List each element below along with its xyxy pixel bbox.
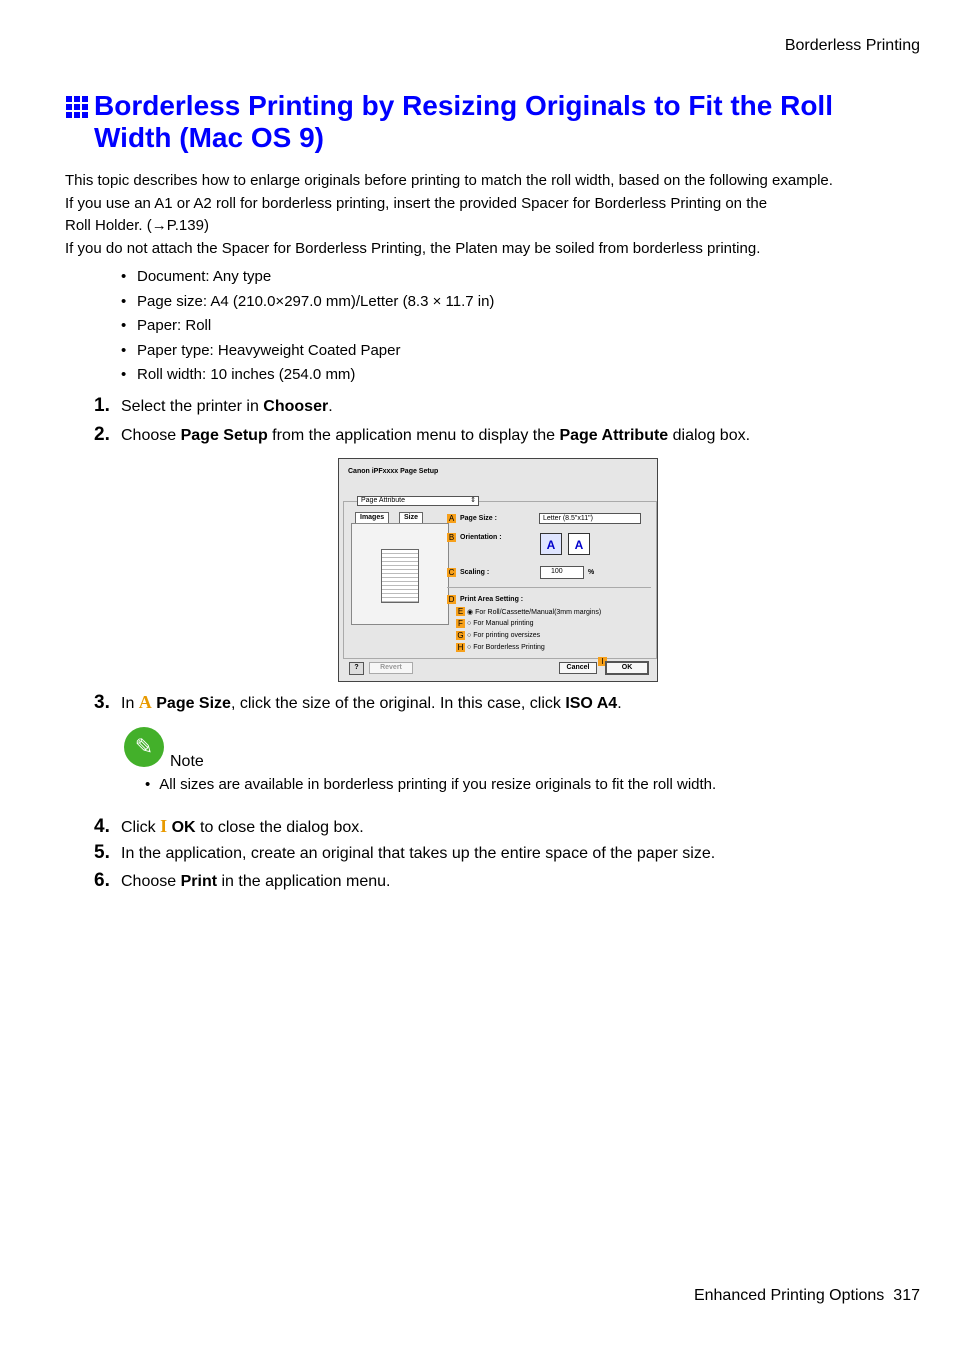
intro-paragraph: Roll Holder. (→P.139): [65, 217, 209, 234]
example-list: [121, 265, 494, 388]
footer: [685, 1287, 920, 1305]
print-area-label: Print Area Setting :: [460, 596, 524, 603]
step-1: 1. Select the printer in Chooser.: [94, 395, 333, 416]
list-item: • Page size: A4 (210.0×297.0 mm)/Letter (8.3 × 11.7 in): [121, 290, 494, 315]
page-preview: [381, 549, 419, 603]
marker-a: A: [448, 514, 455, 523]
list-item: • Paper: Roll: [121, 314, 494, 339]
marker-i: I: [598, 657, 607, 666]
page-size-label: Page Size :: [460, 515, 497, 522]
marker-c: C: [448, 568, 455, 577]
step-5: 5. In the application, create an original that takes up the entire space of the paper size.: [94, 842, 716, 863]
footer-section: Enhanced Printing Options: [693, 1287, 885, 1304]
list-item: • Document: Any type: [121, 265, 494, 290]
portrait-button[interactable]: A: [540, 533, 562, 555]
intro-paragraph: This topic describes how to enlarge originals before printing to match the roll width, based on the following example.: [65, 172, 833, 189]
marker-g: G: [457, 631, 464, 640]
note-item: • All sizes are available in borderless printing if you resize originals to fit the roll width.: [145, 776, 716, 793]
tab-images[interactable]: Images: [355, 512, 389, 524]
scaling-input[interactable]: 100: [540, 566, 584, 579]
revert-button[interactable]: Revert: [369, 662, 413, 674]
option-oversize[interactable]: ○ For printing oversizes: [467, 632, 540, 639]
list-item: • Paper type: Heavyweight Coated Paper: [121, 339, 494, 364]
orientation-label: Orientation :: [460, 534, 502, 541]
scaling-label: Scaling :: [460, 569, 490, 576]
help-icon[interactable]: ?: [349, 662, 364, 675]
cancel-button[interactable]: Cancel: [559, 662, 597, 674]
step-4: 4. Click I OK to close the dialog box.: [94, 816, 364, 837]
marker-d: D: [448, 595, 455, 604]
list-item: • Roll width: 10 inches (254.0 mm): [121, 363, 494, 388]
marker-label: A: [138, 692, 152, 712]
ok-button[interactable]: OK: [605, 661, 649, 675]
page-attribute-popup[interactable]: Page Attribute ⇕: [357, 496, 479, 506]
intro: [65, 170, 895, 260]
landscape-button[interactable]: A: [568, 533, 590, 555]
option-manual[interactable]: ○ For Manual printing: [467, 620, 534, 627]
marker-h: H: [457, 643, 464, 652]
step-6: 6. Choose Print in the application menu.: [94, 870, 391, 891]
page-size-select[interactable]: Letter (8.5"x11"): [539, 513, 641, 524]
running-header: Borderless Printing: [784, 37, 920, 54]
marker-f: F: [456, 619, 465, 628]
tab-size[interactable]: Size: [399, 512, 423, 524]
option-borderless[interactable]: ○ For Borderless Printing: [467, 644, 545, 651]
note-label: Note: [170, 753, 204, 770]
dialog-title: Canon iPFxxxx Page Setup: [348, 468, 439, 475]
marker-b: B: [448, 533, 455, 542]
intro-paragraph: If you do not attach the Spacer for Borderless Printing, the Platen may be soiled from borderless printing.: [65, 239, 761, 257]
divider: [447, 587, 651, 588]
page-number: 317: [893, 1287, 920, 1304]
marker-e: E: [457, 607, 464, 616]
step-3: 3. In A Page Size, click the size of the original. In this case, click ISO A4.: [94, 692, 622, 713]
grid-icon: [66, 96, 88, 118]
pencil-icon: ✎: [124, 727, 164, 767]
page-title-text: Borderless Printing by Resizing Originals to Fit the Roll Width (Mac OS 9): [94, 90, 833, 153]
option-roll-cassette[interactable]: ◉ For Roll/Cassette/Manual(3mm margins): [467, 608, 601, 616]
marker-label: I: [160, 816, 168, 836]
page-setup-dialog: [338, 458, 658, 682]
intro-paragraph: If you use an A1 or A2 roll for borderless printing, insert the provided Spacer for Borderless Printing on the: [65, 194, 768, 212]
page-title: [66, 90, 886, 154]
step-2: 2. Choose Page Setup from the application menu to display the Page Attribute dialog box.: [94, 424, 751, 445]
scaling-unit: %: [588, 569, 595, 576]
